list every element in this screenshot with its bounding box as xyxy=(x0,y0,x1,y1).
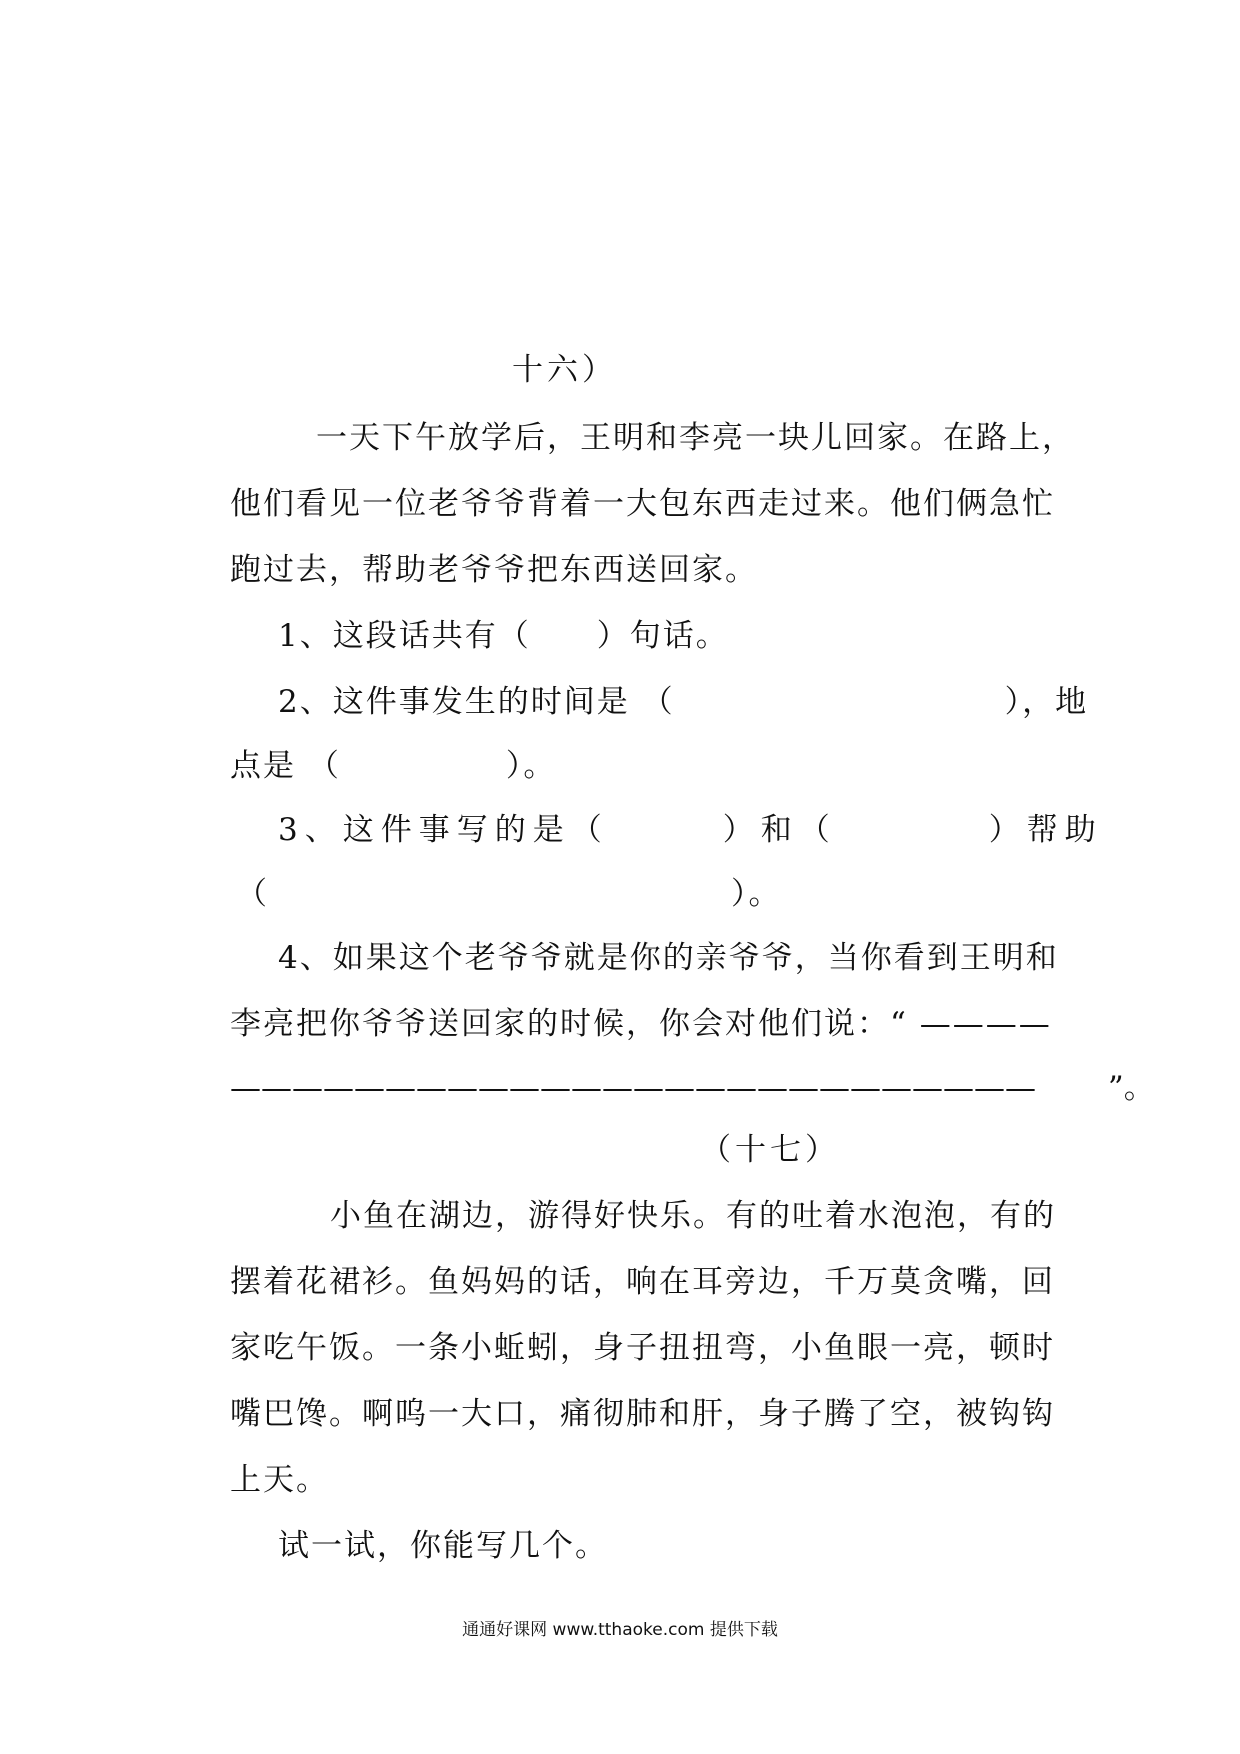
question-4-line-3: —————————————————————————— ”。 xyxy=(230,1070,1155,1106)
section-17-paragraph-line-5: 上天。 xyxy=(230,1462,329,1498)
question-3-line-1: 3、这件事写的是（ ）和（ ）帮助 xyxy=(278,812,1103,848)
section-17-paragraph-line-4: 嘴巴馋。啊呜一大口，痛彻肺和肝，身子腾了空，被钩钩 xyxy=(230,1396,1055,1432)
question-1: 1、这段话共有（ ）句话。 xyxy=(278,618,729,654)
question-2-line-1: 2、这件事发生的时间是 （ ），地 xyxy=(278,684,1089,720)
question-2-line-2: 点是 （ ）。 xyxy=(230,748,557,784)
section-16-paragraph-line-3: 跑过去，帮助老爷爷把东西送回家。 xyxy=(230,552,758,588)
section-17-paragraph-line-3: 家吃午饭。一条小蚯蚓，身子扭扭弯，小鱼眼一亮，顿时 xyxy=(230,1330,1055,1366)
section-17-heading: （十七） xyxy=(700,1132,840,1168)
question-4-line-2: 李亮把你爷爷送回家的时候，你会对他们说：“ ———— xyxy=(230,1006,1052,1042)
section-17-prompt: 试一试，你能写几个。 xyxy=(278,1528,608,1564)
section-16-paragraph-line-1: 一天下午放学后，王明和李亮一块儿回家。在路上， xyxy=(316,420,1075,456)
section-16-paragraph-line-2: 他们看见一位老爷爷背着一大包东西走过来。他们俩急忙 xyxy=(230,486,1055,522)
section-17-paragraph-line-1: 小鱼在湖边，游得好快乐。有的吐着水泡泡，有的 xyxy=(330,1198,1056,1234)
section-17-paragraph-line-2: 摆着花裙衫。鱼妈妈的话，响在耳旁边，千万莫贪嘴，回 xyxy=(230,1264,1055,1300)
footer-source-note: 通通好课网 www.tthaoke.com 提供下载 xyxy=(462,1620,778,1640)
question-3-line-2: （ ）。 xyxy=(236,876,782,912)
question-4-line-1: 4、如果这个老爷爷就是你的亲爷爷，当你看到王明和 xyxy=(278,940,1059,976)
section-16-heading: 十六） xyxy=(512,352,617,388)
